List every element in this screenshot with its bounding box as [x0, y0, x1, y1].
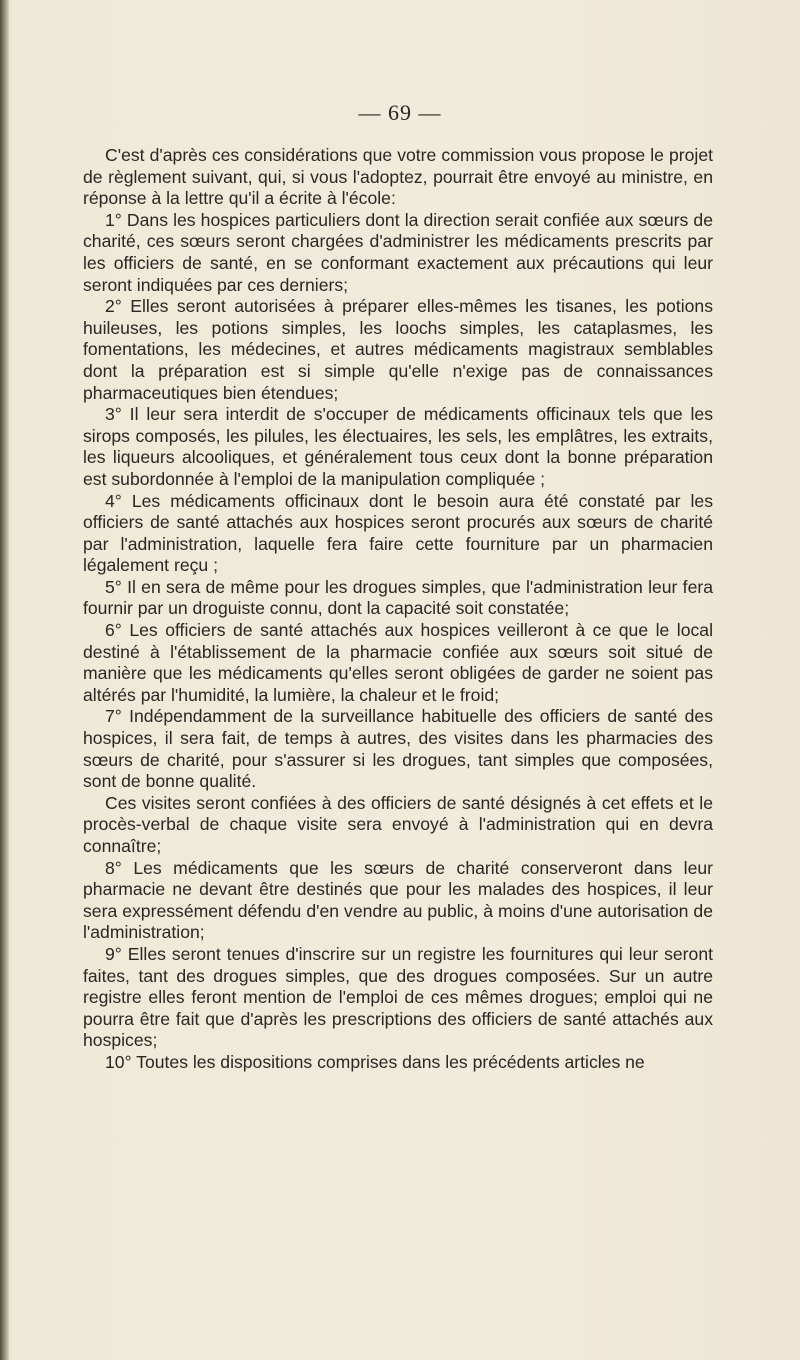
paragraph-article-6: 6° Les officiers de santé attachés aux hospices veilleront à ce que le local destiné à l'établissement de la pharmacie confiée aux sœurs soit situé de manière que les médicaments qu'elles seront obligées de garder ne soient pas altérés par l'humidité, la lumière, la chaleur et le froid; — [83, 620, 713, 705]
paragraph-article-9: 9° Elles seront tenues d'inscrire sur un registre les fournitures qui leur seront faites, tant des drogues simples, que des drogues composées. Sur un autre registre elles feront mention de l'emploi de ces mêmes drogues; emploi qui ne pourra être fait que d'après les prescriptions des officiers de santé attachés aux hospices; — [83, 943, 713, 1051]
paragraph-intro: C'est d'après ces considérations que votre commission vous propose le projet de règlement suivant, qui, si vous l'adoptez, pourrait être envoyé au ministre, en réponse à la lettre qu'il a écrite à l'école: — [83, 145, 713, 209]
paragraph-article-10: 10° Toutes les dispositions comprises dans les précédents articles ne — [105, 1051, 645, 1072]
paragraph-article-4: 4° Les médicaments officinaux dont le besoin aura été constaté par les officiers de santé attachés aux hospices seront procurés aux sœurs de charité par l'administration, laquelle fera faire cette fourniture par un pharmacien légalement reçu ; — [83, 490, 713, 576]
paragraph-article-7: 7° Indépendamment de la surveillance habituelle des officiers de santé des hospices, il sera fait, de temps à autres, des visites dans les pharmacies des sœurs de charité, pour s'assurer si les drogues, tant simples que composées, sont de bonne qualité. — [83, 706, 713, 792]
paragraph-article-8: 8° Les médicaments que les sœurs de charité conserveront dans leur pharmacie ne devant être destinés que pour les malades des hospices, il leur sera expressément défendu d'en vendre au public, à moins d'une autorisation de l'administration; — [83, 857, 713, 943]
page-binding-edge — [0, 0, 9, 1360]
paragraph-article-1: 1° Dans les hospices particuliers dont la direction serait confiée aux sœurs de charité, ces sœurs seront chargées d'administrer les médicaments prescrits par les officiers de santé, en se conformant exactement aux précautions qui leur seront indiquées par ces derniers; — [83, 209, 713, 295]
page-number: — 69 — — [358, 100, 442, 125]
paragraph-article-5: 5° Il en sera de même pour les drogues simples, que l'administration leur fera fournir par un droguiste connu, dont la capacité soit constatée; — [83, 576, 713, 619]
body-text — [83, 145, 713, 1074]
paragraph-article-7-visits: Ces visites seront confiées à des officiers de santé désignés à cet effets et le procès-verbal de chaque visite sera envoyé à l'administration qui en devra connaître; — [83, 792, 713, 856]
paragraph-article-3: 3° Il leur sera interdit de s'occuper de médicaments officinaux tels que les sirops composés, les pilules, les électuaires, les sels, les emplâtres, les extraits, les liqueurs alcooliques, et généralement tous ceux dont la bonne préparation est subordonnée à l'emploi de la manipulation compliquée ; — [83, 404, 713, 489]
paragraph-article-2: 2° Elles seront autorisées à préparer elles-mêmes les tisanes, les potions huileuses, les potions simples, les loochs simples, les cataplasmes, les fomentations, les médecines, et autres médicaments magistraux semblables dont la préparation est si simple qu'elle n'exige pas de connaissances pharmaceutiques bien étendues; — [83, 296, 713, 403]
